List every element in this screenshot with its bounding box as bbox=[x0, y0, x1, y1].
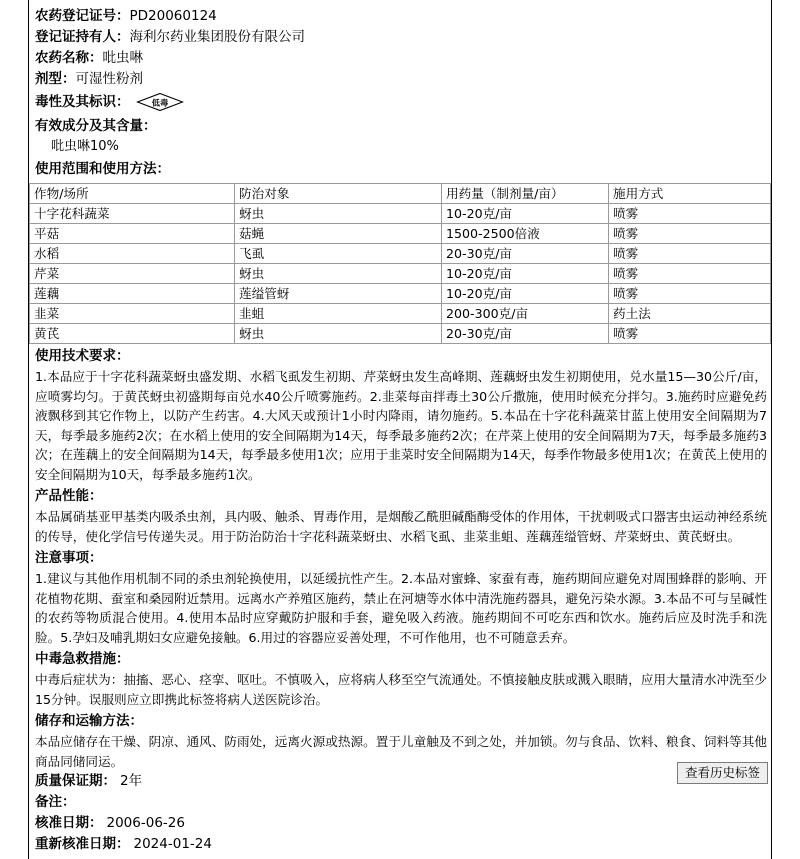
cell-method: 喷雾 bbox=[609, 284, 771, 304]
field-formulation bbox=[35, 69, 767, 90]
cell-crop: 十字花科蔬菜 bbox=[30, 204, 235, 224]
cell-dosage: 1500-2500倍液 bbox=[442, 224, 609, 244]
storage-text: 本品应储存在干燥、阴凉、通风、防雨处，远离火源或热源。置于儿童触及不到之处，并加锁。勿与食品、饮料、粮食、饲料等其他商品同储同运。 bbox=[35, 734, 767, 769]
cell-crop: 水稻 bbox=[30, 244, 235, 264]
cell-method: 药土法 bbox=[609, 304, 771, 324]
cell-dosage: 200-300克/亩 bbox=[442, 304, 609, 324]
usage-col-dosage: 用药量（制剂量/亩） bbox=[442, 184, 609, 204]
field-registration-number-value: PD20060124 bbox=[129, 8, 217, 24]
field-registrant bbox=[35, 27, 767, 48]
table-row bbox=[30, 204, 771, 224]
field-approval-date bbox=[35, 813, 767, 834]
cell-crop: 莲藕 bbox=[30, 284, 235, 304]
field-formulation-label: 剂型： bbox=[35, 71, 76, 87]
cell-dosage: 20-30克/亩 bbox=[442, 244, 609, 264]
cell-crop: 平菇 bbox=[30, 224, 235, 244]
cell-target: 韭蛆 bbox=[235, 304, 442, 324]
label-sheet bbox=[28, 0, 772, 859]
usage-col-crop: 作物/场所 bbox=[30, 184, 235, 204]
table-row bbox=[30, 284, 771, 304]
cell-dosage: 10-20克/亩 bbox=[442, 284, 609, 304]
performance-title: 产品性能： bbox=[35, 488, 103, 504]
field-pesticide-name-value: 吡虫啉 bbox=[102, 50, 143, 66]
field-approval-date-label: 核准日期： bbox=[35, 815, 103, 831]
cell-target: 蚜虫 bbox=[235, 204, 442, 224]
cell-method: 喷雾 bbox=[609, 224, 771, 244]
field-reapproval-date-label: 重新核准日期： bbox=[35, 836, 130, 852]
field-reapproval-date-value: 2024-01-24 bbox=[133, 836, 212, 852]
cell-dosage: 20-30克/亩 bbox=[442, 324, 609, 344]
usage-title: 使用范围和使用方法： bbox=[35, 161, 170, 177]
footer-actions bbox=[28, 762, 772, 784]
cell-method: 喷雾 bbox=[609, 264, 771, 284]
field-pesticide-name bbox=[35, 48, 767, 69]
usage-col-method: 施用方式 bbox=[609, 184, 771, 204]
field-formulation-value: 可湿性粉剂 bbox=[75, 71, 143, 87]
table-row bbox=[30, 264, 771, 284]
cell-crop: 黄芪 bbox=[30, 324, 235, 344]
field-approval-date-value: 2006-06-26 bbox=[106, 815, 185, 831]
field-remark bbox=[35, 792, 767, 813]
table-row bbox=[30, 324, 771, 344]
cell-dosage: 10-20克/亩 bbox=[442, 264, 609, 284]
usage-col-target: 防治对象 bbox=[235, 184, 442, 204]
cell-target: 莲缢管蚜 bbox=[235, 284, 442, 304]
field-registration-number bbox=[35, 6, 767, 27]
cell-dosage: 10-20克/亩 bbox=[442, 204, 609, 224]
first-aid-title: 中毒急救措施： bbox=[35, 651, 130, 667]
first-aid-text: 中毒后症状为：抽搐、恶心、痉挛、呕吐。不慎吸入，应将病人移至空气流通处。不慎接触皮肤或溅入眼睛，应用大量清水冲洗至少15分钟。误服则应立即携此标签将病人送医院诊治。 bbox=[35, 672, 767, 707]
usage-table-header-row bbox=[30, 184, 771, 204]
technical-title: 使用技术要求： bbox=[35, 348, 130, 364]
cell-method: 喷雾 bbox=[609, 324, 771, 344]
field-toxicity-label: 毒性及其标识： bbox=[35, 93, 130, 110]
field-remark-value bbox=[76, 794, 80, 810]
field-quality-period-label: 质量保证期： bbox=[35, 773, 116, 789]
label-content bbox=[29, 0, 771, 859]
field-quality-period-value: 2年 bbox=[120, 773, 143, 789]
field-toxicity bbox=[35, 90, 767, 114]
cell-crop: 韭菜 bbox=[30, 304, 235, 324]
cell-method: 喷雾 bbox=[609, 244, 771, 264]
field-reapproval-date bbox=[35, 834, 767, 855]
precautions-text: 1.建议与其他作用机制不同的杀虫剂轮换使用，以延缓抗性产生。2.本品对蜜蜂、家蚕有毒，施药期间应避免对周围蜂群的影响、开花植物花期、蚕室和桑园附近禁用。远离水产养殖区施药，禁止在河塘等水体中清洗施药器具，避免污染水源。3.本品不可与呈碱性的农药等物质混合使用。4.使用本品时应穿戴防护服和手套，避免吸入药液。施药期间不可吃东西和饮水。施药后应及时洗手和洗脸。5.孕妇及哺乳期妇女应避免接触。6.用过的容器应妥善处理，不可作他用，也不可随意丢弃。 bbox=[35, 571, 767, 645]
ingredients-title: 有效成分及其含量： bbox=[35, 118, 157, 134]
technical-text: 1.本品应于十字花科蔬菜蚜虫盛发期、水稻飞虱发生初期、芹菜蚜虫发生高峰期、莲藕蚜虫发生初期使用，兑水量15—30公斤/亩，应喷雾均匀。于黄芪蚜虫初盛期每亩兑水40公斤喷雾施药。2.韭菜每亩拌毒土30公斤撒施，使用时候充分拌匀。3.施药时应避免药液飘移到其它作物上，以防产生药害。4.大风天或预计1小时内降雨，请勿施药。5.本品在十字花科蔬菜甘蓝上使用安全间隔期为7天，每季最多施药2次；在水稻上使用的安全间隔期为14天，每季最多施药2次；在芹菜上使用的安全间隔期为7天，每季最多施药3次；在莲藕上的安全间隔期为14天，每季最多使用1次；应用于韭菜时安全间隔期为14天，每季作物最多使用1次；在黄芪上使用的安全间隔期为10天，每季最多施药1次。 bbox=[35, 369, 767, 482]
field-pesticide-name-label: 农药名称： bbox=[35, 50, 103, 66]
cell-target: 飞虱 bbox=[235, 244, 442, 264]
table-row bbox=[30, 304, 771, 324]
view-history-label-button[interactable]: 查看历史标签 bbox=[677, 762, 768, 784]
cell-method: 喷雾 bbox=[609, 204, 771, 224]
field-registrant-value: 海利尔药业集团股份有限公司 bbox=[129, 29, 305, 45]
usage-table bbox=[29, 183, 771, 344]
toxicity-diamond-icon bbox=[136, 92, 184, 112]
field-registration-number-label: 农药登记证号： bbox=[35, 8, 130, 24]
precautions-title: 注意事项： bbox=[35, 550, 103, 566]
field-remark-label: 备注： bbox=[35, 794, 76, 810]
performance-text: 本品属硝基亚甲基类内吸杀虫剂，具内吸、触杀、胃毒作用，是烟酸乙酰胆碱酯酶受体的作用体，干扰刺吸式口器害虫运动神经系统的传导，使化学信号传递失灵。用于防治防治十字花科蔬菜蚜虫、水稻飞虱、韭菜韭蛆、莲藕莲缢管蚜、芹菜蚜虫、黄芪蚜虫。 bbox=[35, 509, 767, 544]
cell-crop: 芹菜 bbox=[30, 264, 235, 284]
table-row bbox=[30, 244, 771, 264]
cell-target: 蚜虫 bbox=[235, 264, 442, 284]
table-row bbox=[30, 224, 771, 244]
cell-target: 菇蝇 bbox=[235, 224, 442, 244]
field-registrant-label: 登记证持有人： bbox=[35, 29, 130, 45]
ingredients-value: 吡虫啉10% bbox=[51, 139, 119, 154]
toxicity-mark-text: 低毒 bbox=[151, 97, 168, 108]
cell-target: 蚜虫 bbox=[235, 324, 442, 344]
storage-title: 储存和运输方法： bbox=[35, 713, 143, 729]
